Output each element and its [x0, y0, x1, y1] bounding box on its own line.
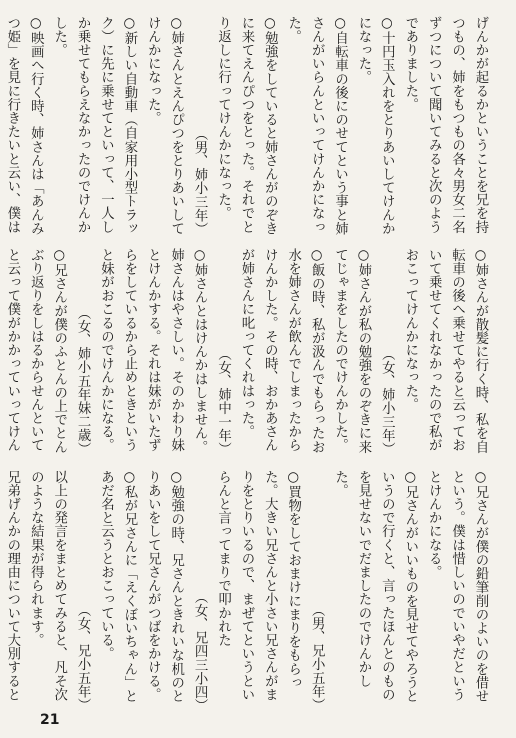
paragraph-text: ○飯の時、私が汲んでもらったお水を姉さんが飲んでしまったからけんかした。その時、おかあさんが姉さんに叱ってくれはった。 — [238, 248, 325, 454]
paragraph-text: ○自転車の後にのせてという事と姉さんがいらんといってけんかになった。 — [285, 16, 348, 236]
paragraph-text: ○私が兄さんに「えくぼいちゃん」とあだ名と云うとおこっている。 — [98, 470, 137, 703]
speaker-attribution: （女、姉中一年） — [215, 347, 231, 456]
paragraph-text: 以上の発言をまとめてみると、凡そ次のような結果が得られます。 — [28, 470, 67, 702]
paragraph — [141, 470, 188, 712]
paragraph — [0, 470, 24, 712]
paragraph — [24, 470, 71, 712]
paragraph-text: ○買物をしておまけにまりをもらった。大きい兄さんと小さい兄さんがまりをとりいるので、まぜてというといらんと言ってまりで叩かれた — [215, 470, 301, 702]
paragraph — [211, 16, 281, 236]
tier-middle — [4, 248, 492, 456]
paragraph-text: 兄弟げんかの理由について大別すると — [4, 470, 20, 702]
paragraph-text: ○十円玉入れをとりあいしてけんかになった。 — [355, 16, 395, 236]
paragraph — [94, 470, 141, 712]
paragraph — [422, 470, 492, 712]
paragraph — [328, 248, 375, 456]
paragraph — [398, 248, 492, 456]
paragraph — [352, 16, 399, 236]
speaker-attribution: （男、姉小三年） — [192, 127, 208, 236]
paragraph-text: げんかが起るかということを兄を持つもの、姉をもつもの各々男女二名ずつについて聞いてみると次のようでありました。 — [402, 16, 488, 234]
paragraph-text: ○勉強をしていると姉さんがのぞきに来てえんぴつをとった。それでとり返しに行ってけんかになった。 — [215, 16, 278, 236]
paragraph — [0, 16, 47, 236]
page-number: 21 — [40, 712, 60, 728]
speaker-attribution: （女、姉小三年） — [379, 347, 395, 456]
paragraph-text: ○兄さんがいいものを見せてやろうというので行くと、言ったほんとのものを見せないでだましたのでけんかした。 — [332, 470, 418, 703]
paragraph — [211, 470, 305, 712]
paragraph — [281, 16, 351, 236]
speaker-attribution: （男、兄小五年） — [309, 603, 325, 712]
paragraph — [0, 248, 71, 456]
paragraph — [94, 248, 211, 456]
paragraph-text: ○姉さんが散髪に行く時、私を自転車の後へ乗せてやると云っておいて乗せてくれなかったので私がおこってけんかになった。 — [402, 248, 488, 454]
paragraph-text: ○映画へ行く時、姉さんは「あんみつ姫」を見に行きたいと云い、僕は — [4, 16, 44, 236]
paragraph — [141, 16, 188, 236]
paragraph-text: ○兄さんが僕のふとんの上でとんぶり返りをしはるからせんといてと云って僕がかかっていってけん — [4, 248, 67, 454]
paragraph-text: ○勉強の時、兄さんときれいな机のとりあいをして兄さんがつばをかける。 — [145, 470, 184, 703]
tier-top-text — [4, 16, 492, 236]
paragraph — [47, 16, 141, 236]
tier-bottom — [4, 470, 492, 712]
tier-top — [4, 16, 492, 236]
paragraph-text: ○姉さんとはけんかはしません。姉さんはやさしい。そのかわり妹とけんかする。それは妹がいたずらをしているから止めときというと妹がおこるのでけんかになる。 — [98, 248, 208, 454]
speaker-attribution: （女、兄小五年） — [75, 603, 91, 712]
paragraph-text: ○兄さんが僕の鉛筆削のよいのを借せという。僕は惜しいのでいやだというとけんかになる。 — [426, 470, 488, 703]
paragraph — [398, 16, 492, 236]
paragraph — [235, 248, 329, 456]
tier-bottom-text — [4, 470, 492, 712]
paragraph-text: ○姉さんとえんぴつをとりあいしてけんかになった。 — [145, 16, 184, 236]
tier-middle-text — [4, 248, 492, 456]
speaker-attribution: （女、兄四三小四） — [192, 589, 208, 712]
paragraph-text: ○新しい自動車（自家用小型トラック）に先に乗せてといって、一人しか乗せてもらえなかったのでけんかした。 — [51, 16, 137, 236]
paragraph-text: ○姉さんが私の勉強をのぞきに来てじゃまをしたのでけんかした。 — [332, 248, 371, 454]
paragraph — [328, 470, 422, 712]
speaker-attribution: （女、姉小五年妹二歳） — [75, 306, 91, 456]
